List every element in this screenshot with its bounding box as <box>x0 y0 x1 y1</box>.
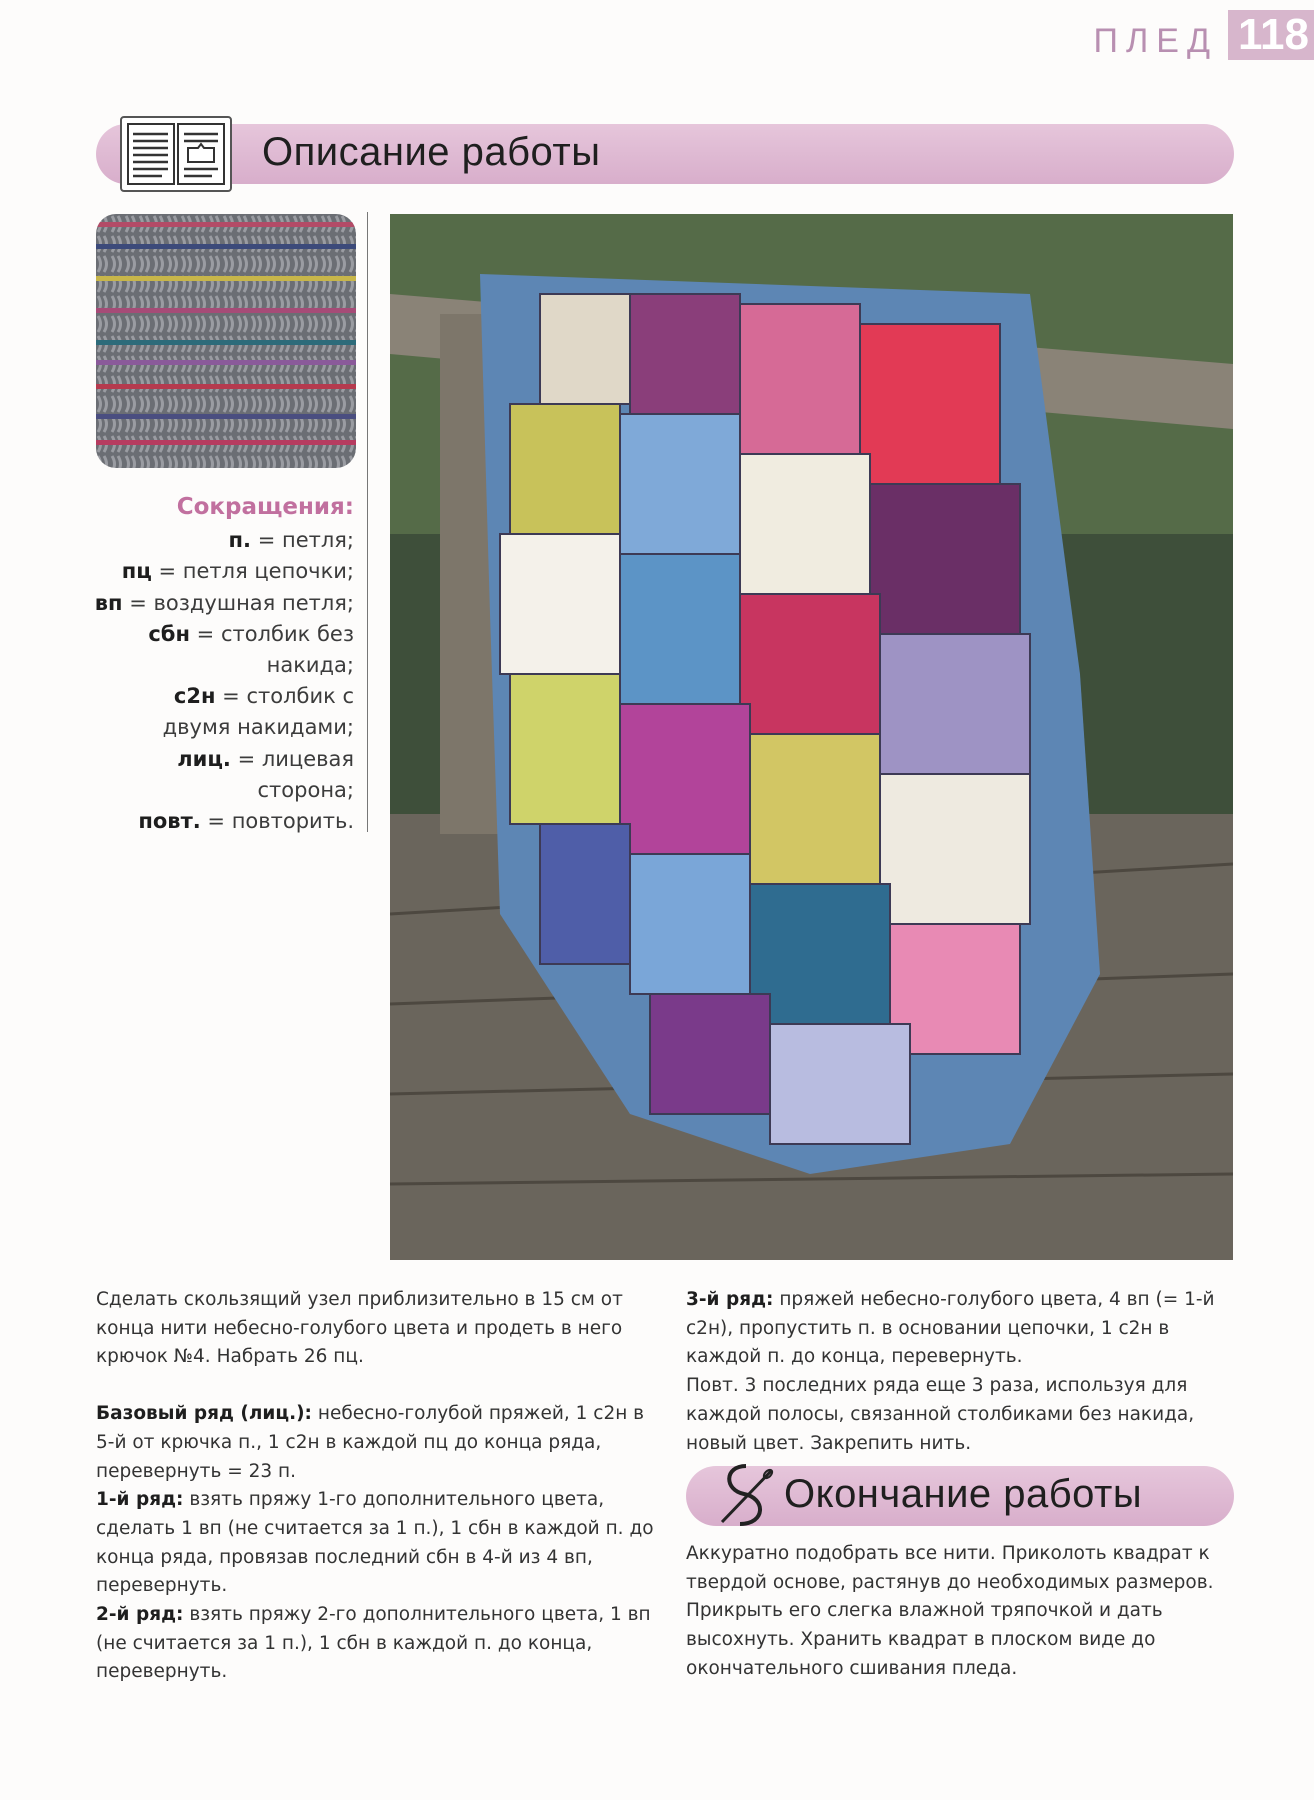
description-banner <box>96 124 1234 184</box>
instruction-row: Базовый ряд (лиц.): небесно-голубой пряжей, 1 с2н в 5-й от крючка п., 1 с2н в каждой пц до конца ряда, перевернуть = 23 п. <box>96 1403 645 1482</box>
column-divider <box>367 212 368 832</box>
instruction-row: 2-й ряд: взять пряжу 2-го дополнительного цвета, 1 вп (не считается за 1 п.), 1 сбн в каждой п. до конца, перевернуть. <box>96 1604 651 1683</box>
abbreviation-item: п. = петля; <box>228 528 354 553</box>
repeat-paragraph: Повт. 3 последних ряда еще 3 раза, используя для каждой полосы, связанной столбиками без накида, новый цвет. Закрепить нить. <box>686 1375 1195 1454</box>
abbreviations-list <box>54 492 354 837</box>
instruction-row: 3-й ряд: пряжей небесно-голубого цвета, 4 вп (= 1-й с2н), пропустить п. в основании цепочки, 1 с2н в каждой п. до конца, перевернуть. <box>686 1289 1215 1368</box>
blanket-photo <box>390 214 1233 1260</box>
intro-paragraph: Сделать скользящий узел приблизительно в 15 см от конца нити небесно-голубого цвета и продеть в него крючок №4. Набрать 26 пц. <box>96 1289 623 1368</box>
stitch-swatch-image <box>96 214 356 468</box>
abbreviation-item: пц = петля цепочки; <box>121 559 354 584</box>
book-icon <box>120 116 232 192</box>
section-running-head: ПЛЕД <box>1093 22 1218 60</box>
instructions-right-column <box>686 1286 1234 1458</box>
description-title: Описание работы <box>262 130 601 174</box>
needle-thread-icon <box>710 1460 782 1532</box>
finishing-banner <box>686 1466 1234 1526</box>
abbreviation-item: повт. = повторить. <box>138 809 354 834</box>
instruction-row: 1-й ряд: взять пряжу 1-го дополнительного цвета, сделать 1 вп (не считается за 1 п.), 1 сбн в каждой п. до конца ряда, провязав последний сбн в 4-й из 4 вп, перевернуть. <box>96 1489 654 1597</box>
abbreviation-item: сбн = столбик без накида; <box>148 621 354 678</box>
abbreviations-heading: Сокращения: <box>176 494 354 520</box>
instructions-left-column <box>96 1286 656 1687</box>
abbreviation-item: вп = воздушная петля; <box>94 590 354 615</box>
page-number: 118 <box>1228 10 1314 60</box>
finishing-title: Окончание работы <box>784 1472 1143 1516</box>
finishing-text: Аккуратно подобрать все нити. Приколоть квадрат к твердой основе, растянув до необходимых размеров. Прикрыть его слегка влажной тряпочкой и дать высохнуть. Хранить квадрат в плоском виде до окончательного сшивания пледа. <box>686 1543 1214 1679</box>
abbreviation-item: лиц. = лицевая сторона; <box>177 746 354 802</box>
abbreviation-item: с2н = столбик с двумя накидами; <box>162 684 354 740</box>
